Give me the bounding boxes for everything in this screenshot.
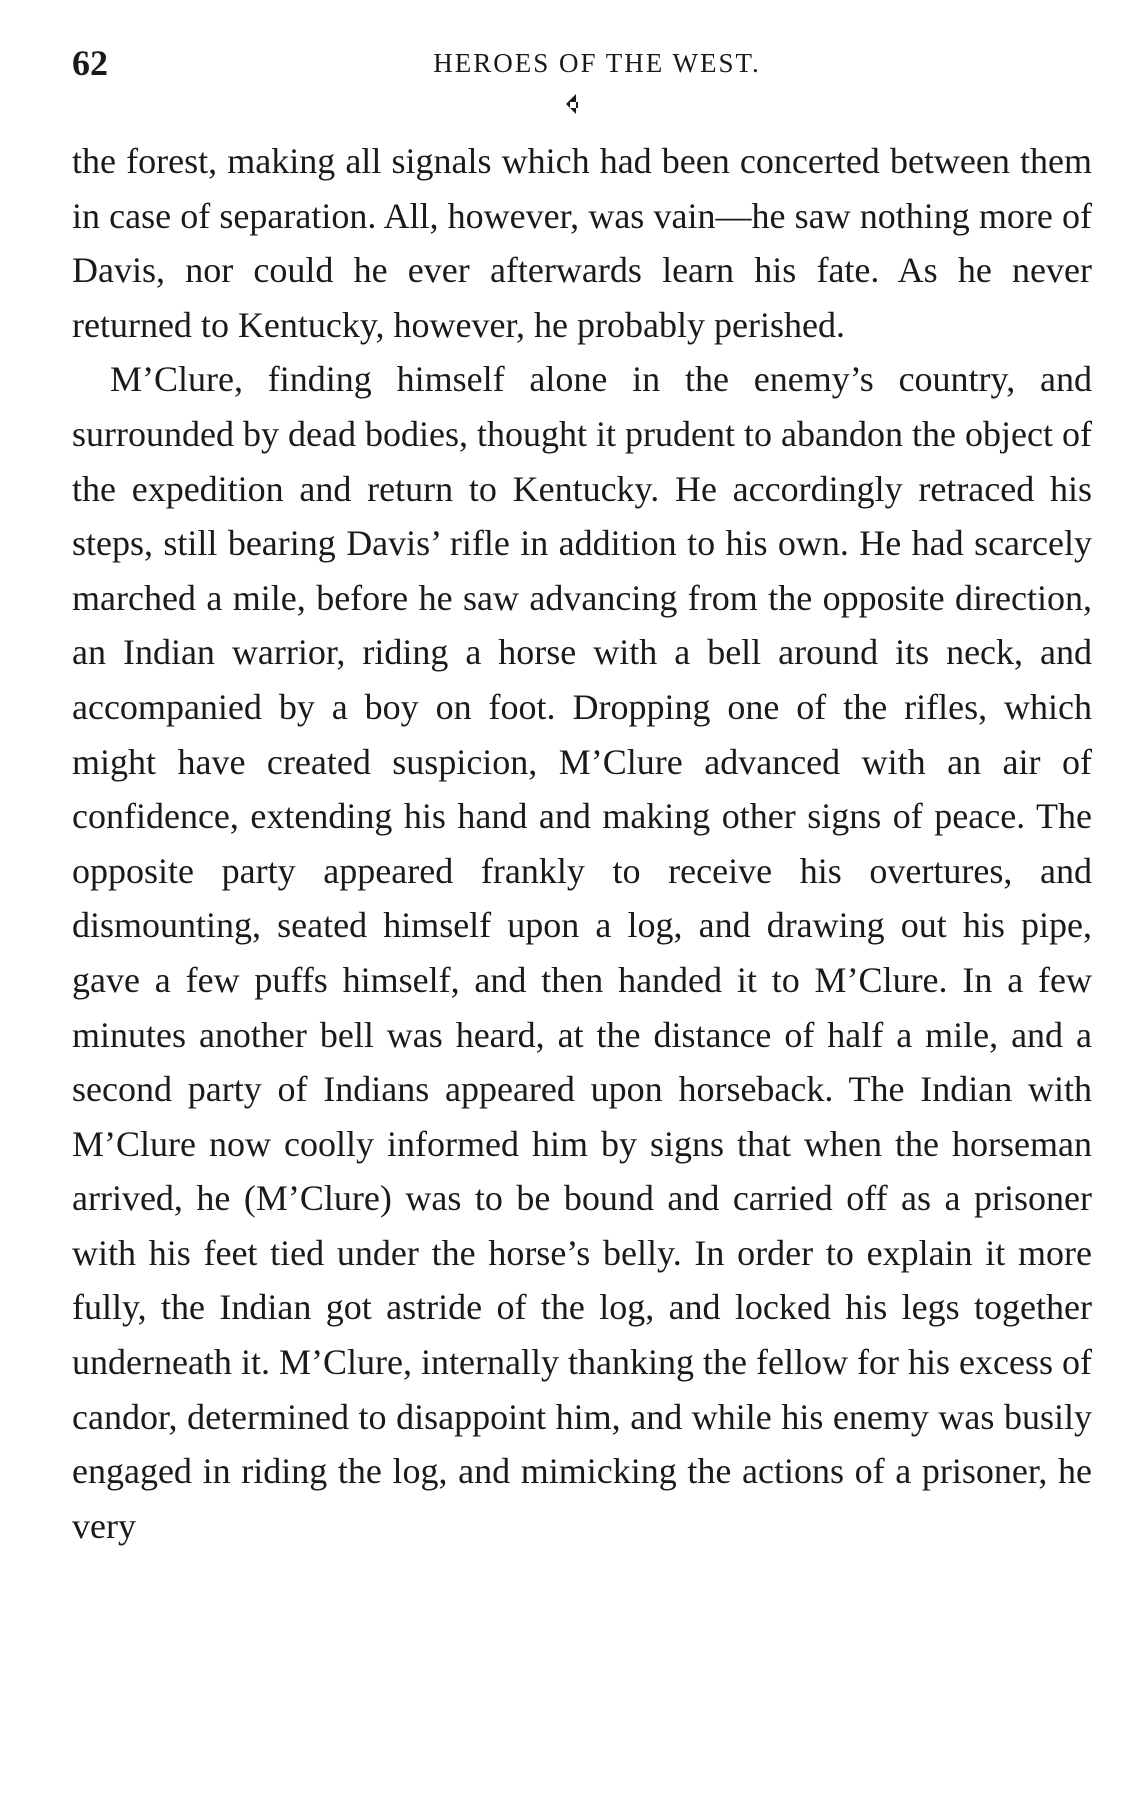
page-number: 62: [72, 43, 108, 83]
page-header: [72, 38, 1092, 88]
paragraph-2: M’Clure, finding himself alone in the enemy’s country, and surrounded by dead bodies, thought it prudent to abandon the object of the expedition and return to Kentucky. He accordingly retraced his steps, still bearing Davis’ rifle in addition to his own. He had scarcely marched a mile, before he saw advancing from the opposite direction, an Indian warrior, riding a horse with a bell around its neck, and accompanied by a boy on foot. Dropping one of the rifles, which might have created suspicion, M’Clure advanced with an air of confidence, extending his hand and making other signs of peace. The opposite party appeared frankly to receive his overtures, and dismounting, seated himself upon a log, and drawing out his pipe, gave a few puffs himself, and then handed it to M’Clure. In a few minutes another bell was heard, at the distance of half a mile, and a second party of Indians appeared upon horseback. The Indian with M’Clure now coolly informed him by signs that when the horseman arrived, he (M’Clure) was to be bound and carried off as a prisoner with his feet tied under the horse’s belly. In order to explain it more fully, the Indian got astride of the log, and locked his legs together underneath it. M’Clure, internally thanking the fellow for his excess of candor, determined to disappoint him, and while his enemy was busily engaged in riding the log, and mimicking the actions of a prisoner, he very: [72, 359, 1092, 1546]
paragraph-1: the forest, making all signals which had been concerted between them in case of separation. All, however, was vain—he saw nothing more of Davis, nor could he ever afterwards learn his fate. As he never returned to Kentucky, however, he probably perished.: [72, 141, 1092, 345]
printers-mark-icon: [560, 92, 580, 116]
body-text: [72, 134, 1092, 1553]
running-title: HEROES OF THE WEST.: [433, 48, 761, 78]
